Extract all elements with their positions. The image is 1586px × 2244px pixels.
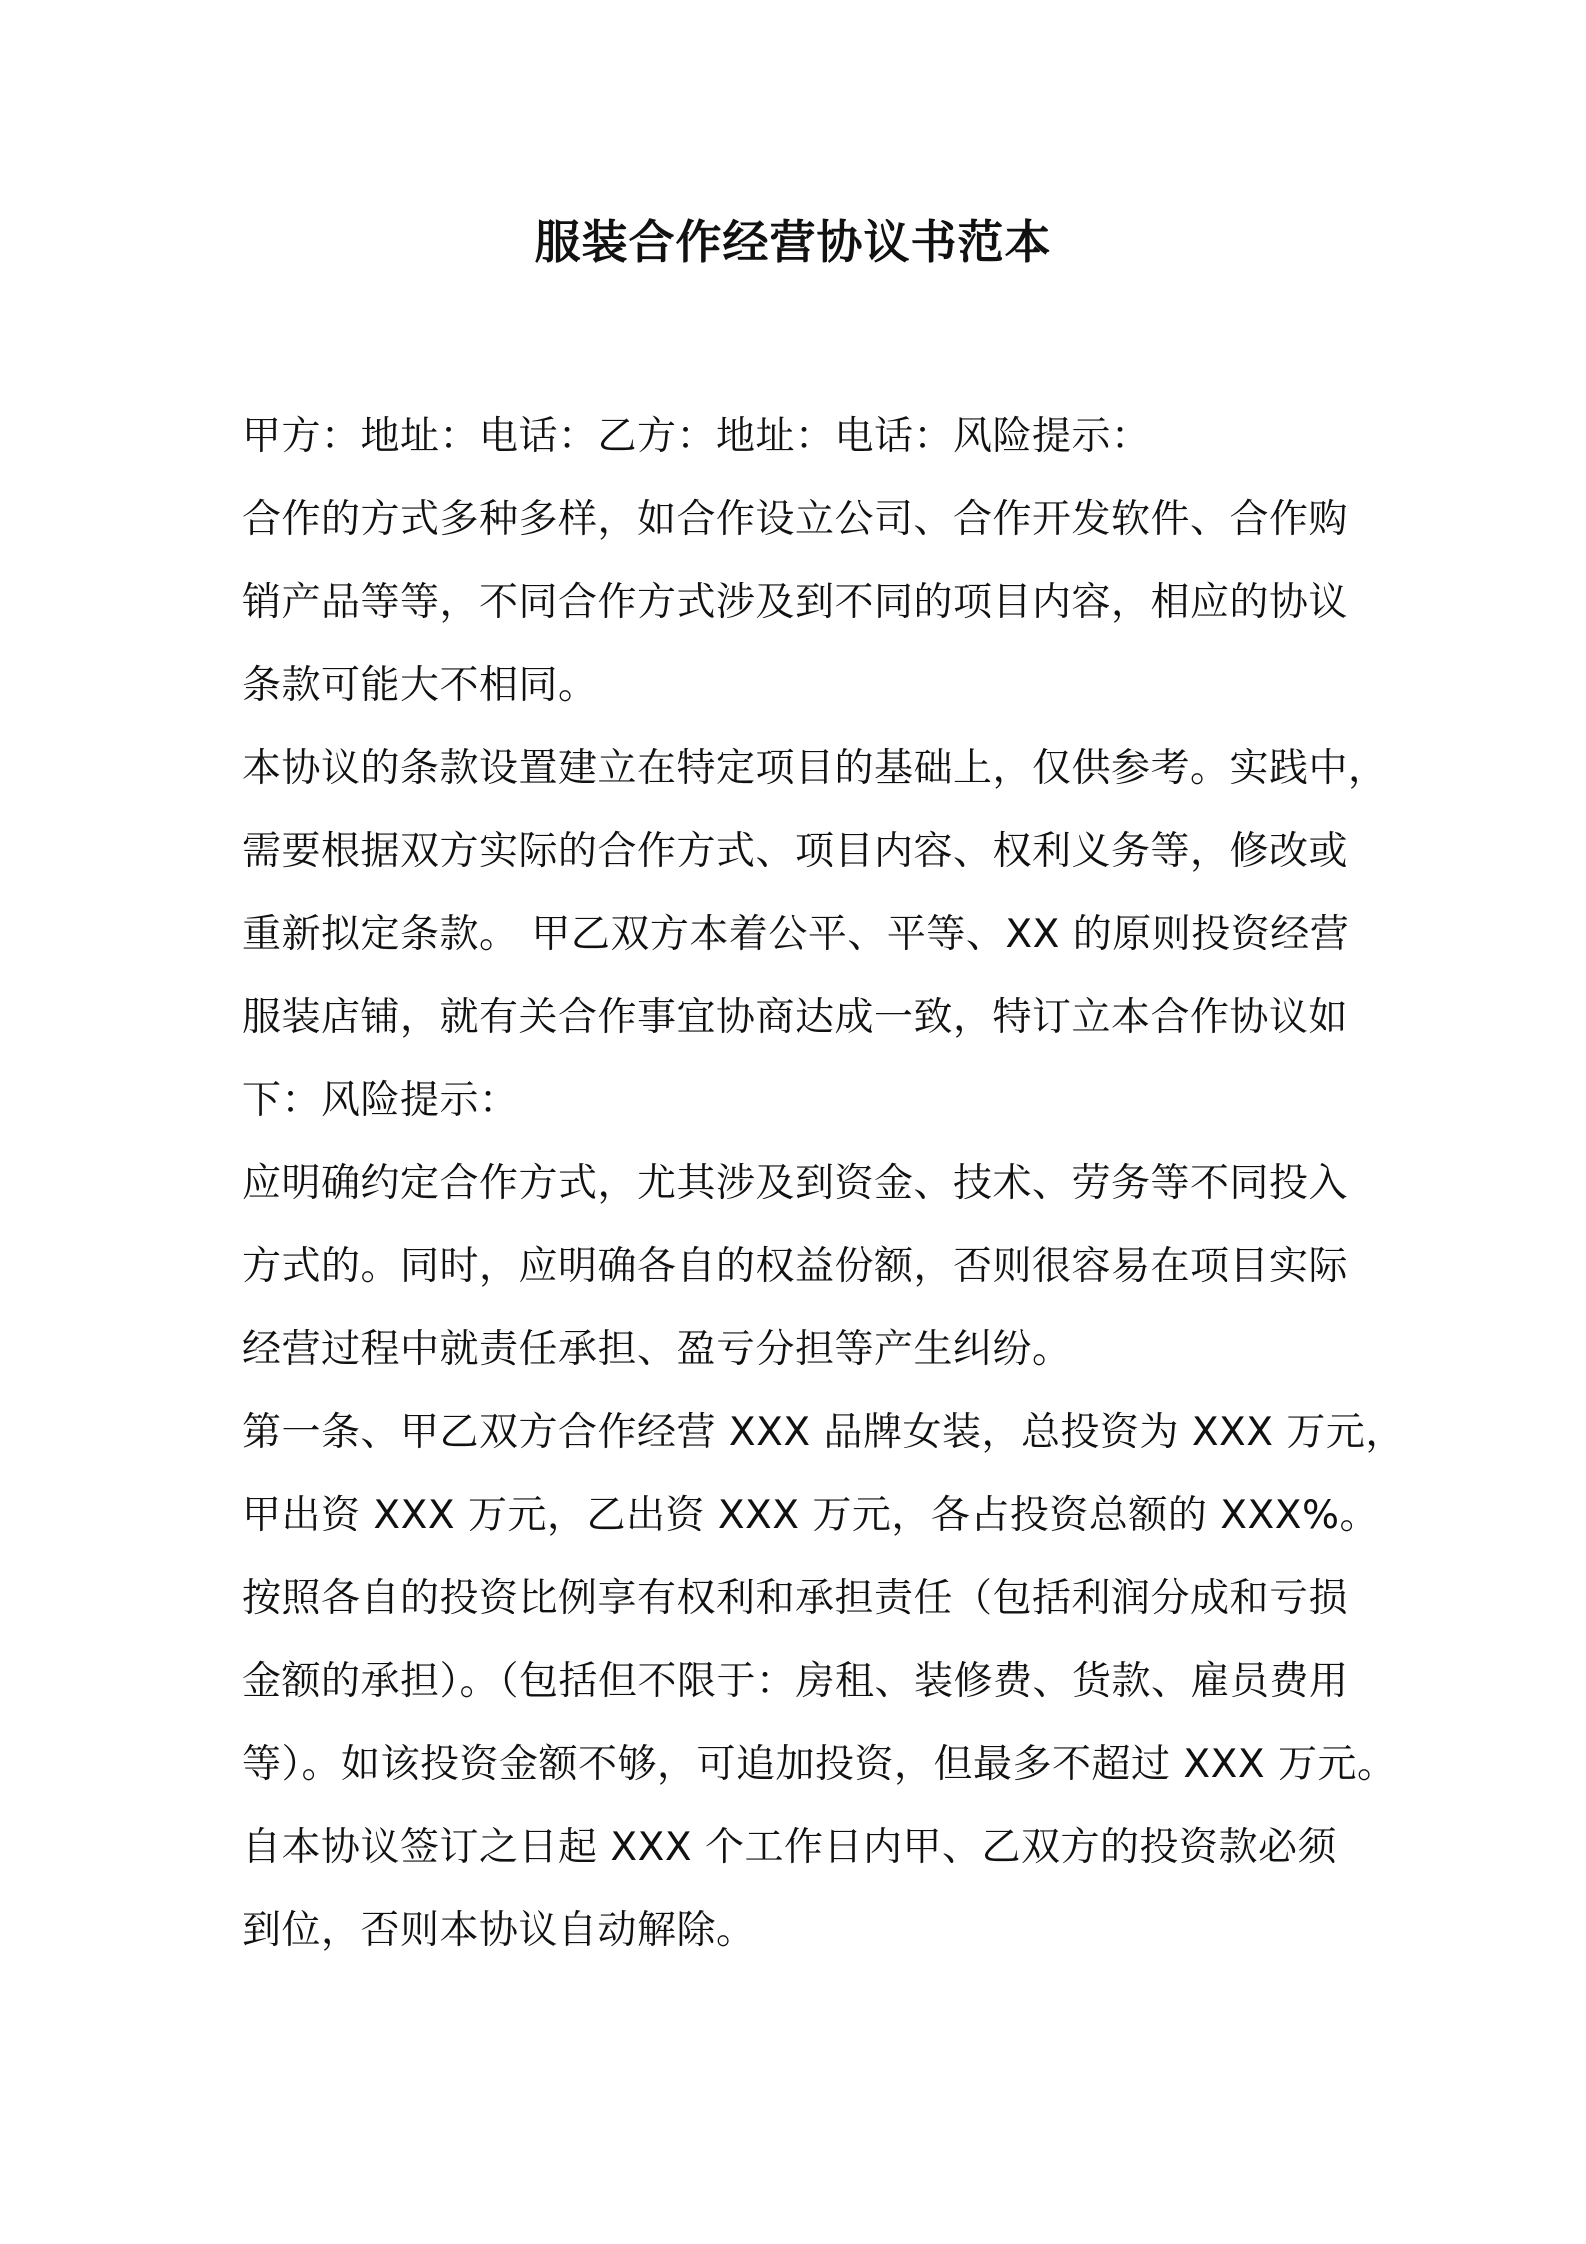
document-title: 服装合作经营协议书范本 (534, 215, 1052, 269)
text-line: 重新拟定条款。 甲乙双方本着公平、平等、XX 的原则投资经营 (242, 912, 1350, 957)
text-line: 需要根据双方实际的合作方式、项目内容、权利义务等，修改或 (242, 829, 1349, 874)
text-line: 经营过程中就责任承担、盈亏分担等产生纠纷。 (242, 1327, 1072, 1372)
text-line: 条款可能大不相同。 (242, 663, 598, 708)
text-line: 第一条、甲乙双方合作经营 XXX 品牌女装，总投资为 XXX 万元， (242, 1410, 1405, 1455)
text-line: 合作的方式多种多样，如合作设立公司、合作开发软件、合作购 (242, 497, 1349, 542)
text-line: 服装店铺，就有关合作事宜协商达成一致，特订立本合作协议如 (242, 995, 1349, 1040)
text-line: 销产品等等，不同合作方式涉及到不同的项目内容，相应的协议 (242, 580, 1349, 625)
text-line: 本协议的条款设置建立在特定项目的基础上，仅供参考。实践中， (242, 746, 1388, 791)
text-line: 甲出资 XXX 万元，乙出资 XXX 万元，各占投资总额的 XXX%。 (242, 1493, 1379, 1538)
text-line: 应明确约定合作方式，尤其涉及到资金、技术、劳务等不同投入 (242, 1161, 1349, 1206)
text-line: 方式的。同时，应明确各自的权益份额，否则很容易在项目实际 (242, 1244, 1349, 1289)
text-line: 按照各自的投资比例享有权利和承担责任（包括利润分成和亏损 (242, 1576, 1349, 1621)
text-line: 自本协议签订之日起 XXX 个工作日内甲、乙双方的投资款必须 (242, 1825, 1337, 1870)
text-line: 甲方：地址：电话：乙方：地址：电话：风险提示： (242, 414, 1151, 459)
text-line: 到位，否则本协议自动解除。 (242, 1908, 756, 1953)
text-line: 等）。如该投资金额不够，可追加投资，但最多不超过 XXX 万元。 (242, 1742, 1397, 1787)
text-line: 金额的承担）。（包括但不限于：房租、装修费、货款、雇员费用 (242, 1659, 1349, 1704)
text-line: 下：风险提示： (242, 1078, 519, 1123)
